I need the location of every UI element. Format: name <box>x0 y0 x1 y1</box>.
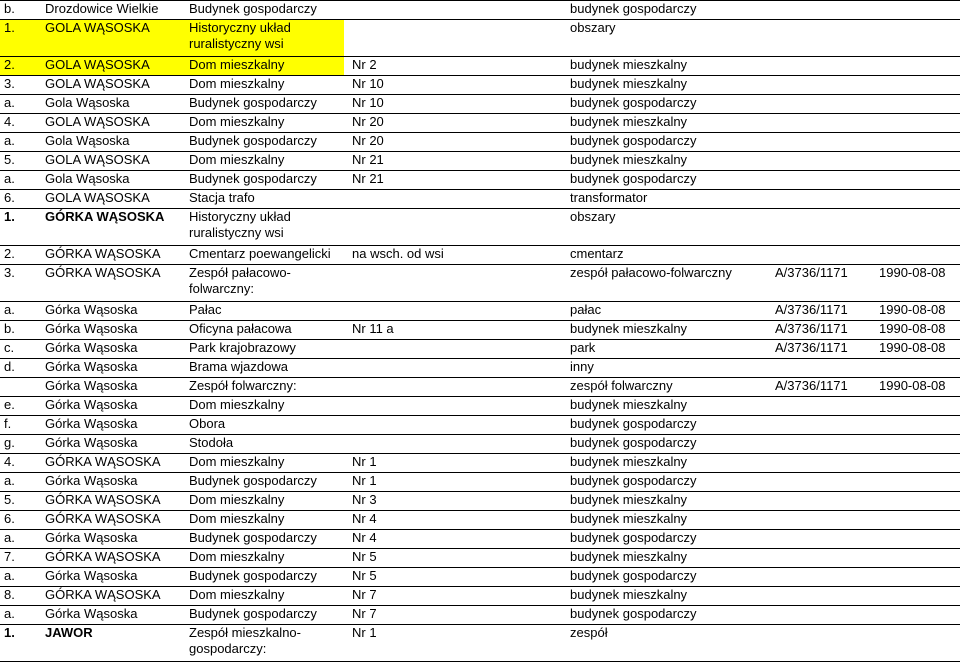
cell-register-date <box>875 171 960 190</box>
cell-object-name: Historyczny układ ruralistyczny wsi <box>181 20 344 57</box>
table-row <box>0 133 960 152</box>
cell-register-date <box>875 625 960 662</box>
cell-register-number <box>767 1 875 20</box>
cell-object-name: Budynek gospodarczy <box>181 171 344 190</box>
cell-address: na wsch. od wsi <box>344 246 562 265</box>
cell-register-number <box>767 20 875 57</box>
cell-register-number: A/3736/1171 <box>767 378 875 397</box>
cell-function: budynek mieszkalny <box>562 397 767 416</box>
cell-object-name: Cmentarz poewangelicki <box>181 246 344 265</box>
cell-place-name: GÓRKA WĄSOSKA <box>37 246 181 265</box>
cell-register-number: A/3736/1171 <box>767 321 875 340</box>
table-row <box>0 152 960 171</box>
cell-function: budynek gospodarczy <box>562 95 767 114</box>
cell-register-date <box>875 587 960 606</box>
table-row <box>0 95 960 114</box>
cell-place-name: Górka Wąsoska <box>37 473 181 492</box>
cell-register-date: 1990-08-08 <box>875 340 960 359</box>
table-row <box>0 57 960 76</box>
cell-place-name: GÓRKA WĄSOSKA <box>37 265 181 302</box>
cell-object-name: Stodoła <box>181 435 344 454</box>
cell-address: Nr 21 <box>344 152 562 171</box>
cell-register-date <box>875 568 960 587</box>
cell-function: budynek gospodarczy <box>562 606 767 625</box>
table-row <box>0 246 960 265</box>
cell-register-date <box>875 133 960 152</box>
cell-object-name: Dom mieszkalny <box>181 454 344 473</box>
cell-address: Nr 3 <box>344 492 562 511</box>
cell-place-name: Drozdowice Wielkie <box>37 1 181 20</box>
cell-function: pałac <box>562 302 767 321</box>
cell-object-name: Budynek gospodarczy <box>181 473 344 492</box>
cell-row-number: e. <box>0 397 37 416</box>
cell-function: budynek mieszkalny <box>562 76 767 95</box>
table-row <box>0 397 960 416</box>
cell-function: transformator <box>562 190 767 209</box>
cell-register-number <box>767 492 875 511</box>
cell-register-date: 1990-08-08 <box>875 302 960 321</box>
cell-place-name: GÓRKA WĄSOSKA <box>37 511 181 530</box>
cell-register-number <box>767 359 875 378</box>
table-row <box>0 190 960 209</box>
cell-address: Nr 5 <box>344 568 562 587</box>
cell-object-name: Historyczny układ ruralistyczny wsi <box>181 209 344 246</box>
cell-object-name: Zespół mieszkalno-gospodarczy: <box>181 625 344 662</box>
cell-address: Nr 1 <box>344 625 562 662</box>
cell-row-number: 6. <box>0 190 37 209</box>
cell-place-name: Górka Wąsoska <box>37 568 181 587</box>
cell-function: zespół folwarczny <box>562 378 767 397</box>
cell-register-date <box>875 416 960 435</box>
cell-row-number: a. <box>0 473 37 492</box>
cell-place-name: Górka Wąsoska <box>37 606 181 625</box>
table-row <box>0 587 960 606</box>
cell-object-name: Zespół pałacowo-folwarczny: <box>181 265 344 302</box>
table-row <box>0 606 960 625</box>
cell-address: Nr 20 <box>344 133 562 152</box>
cell-row-number: a. <box>0 530 37 549</box>
cell-object-name: Dom mieszkalny <box>181 152 344 171</box>
cell-object-name: Brama wjazdowa <box>181 359 344 378</box>
cell-object-name: Oficyna pałacowa <box>181 321 344 340</box>
cell-register-number <box>767 152 875 171</box>
cell-place-name: GÓRKA WĄSOSKA <box>37 549 181 568</box>
cell-place-name: Górka Wąsoska <box>37 378 181 397</box>
cell-address <box>344 302 562 321</box>
cell-place-name: GÓRKA WĄSOSKA <box>37 492 181 511</box>
cell-object-name: Budynek gospodarczy <box>181 1 344 20</box>
cell-register-date <box>875 397 960 416</box>
cell-address: Nr 4 <box>344 530 562 549</box>
table-row <box>0 359 960 378</box>
cell-register-date <box>875 530 960 549</box>
cell-address: Nr 4 <box>344 511 562 530</box>
cell-register-date <box>875 473 960 492</box>
cell-row-number: 1. <box>0 209 37 246</box>
cell-function: inny <box>562 359 767 378</box>
cell-row-number: g. <box>0 435 37 454</box>
cell-function: budynek gospodarczy <box>562 1 767 20</box>
cell-place-name: GÓRKA WĄSOSKA <box>37 209 181 246</box>
cell-address: Nr 2 <box>344 57 562 76</box>
cell-address <box>344 378 562 397</box>
table-row <box>0 568 960 587</box>
cell-register-date <box>875 435 960 454</box>
cell-object-name: Budynek gospodarczy <box>181 133 344 152</box>
cell-register-number <box>767 95 875 114</box>
table-row <box>0 76 960 95</box>
cell-register-number: A/3736/1171 <box>767 265 875 302</box>
cell-register-number <box>767 57 875 76</box>
cell-register-date <box>875 511 960 530</box>
cell-place-name: Górka Wąsoska <box>37 302 181 321</box>
table-row <box>0 20 960 57</box>
cell-address: Nr 20 <box>344 114 562 133</box>
cell-register-date <box>875 246 960 265</box>
cell-address: Nr 10 <box>344 95 562 114</box>
cell-address <box>344 190 562 209</box>
table-row <box>0 625 960 662</box>
cell-address: Nr 10 <box>344 76 562 95</box>
cell-function: budynek gospodarczy <box>562 530 767 549</box>
cell-function: obszary <box>562 20 767 57</box>
cell-place-name: GOLA WĄSOSKA <box>37 76 181 95</box>
cell-function: park <box>562 340 767 359</box>
cell-address <box>344 20 562 57</box>
cell-address: Nr 11 a <box>344 321 562 340</box>
cell-function: budynek mieszkalny <box>562 587 767 606</box>
cell-function: budynek gospodarczy <box>562 171 767 190</box>
cell-place-name: GÓRKA WĄSOSKA <box>37 587 181 606</box>
cell-address <box>344 340 562 359</box>
cell-object-name: Dom mieszkalny <box>181 397 344 416</box>
cell-row-number: a. <box>0 606 37 625</box>
cell-register-date <box>875 20 960 57</box>
table-row <box>0 416 960 435</box>
cell-register-number <box>767 114 875 133</box>
cell-register-number: A/3736/1171 <box>767 340 875 359</box>
table-row <box>0 530 960 549</box>
cell-object-name: Pałac <box>181 302 344 321</box>
cell-place-name: Górka Wąsoska <box>37 530 181 549</box>
cell-function: budynek mieszkalny <box>562 454 767 473</box>
table-row <box>0 321 960 340</box>
cell-row-number: a. <box>0 302 37 321</box>
cell-row-number: b. <box>0 1 37 20</box>
table-row <box>0 511 960 530</box>
cell-object-name: Dom mieszkalny <box>181 57 344 76</box>
cell-address: Nr 21 <box>344 171 562 190</box>
cell-register-number <box>767 397 875 416</box>
cell-object-name: Budynek gospodarczy <box>181 95 344 114</box>
cell-row-number: a. <box>0 171 37 190</box>
cell-place-name: Górka Wąsoska <box>37 416 181 435</box>
cell-object-name: Dom mieszkalny <box>181 511 344 530</box>
cell-place-name: GOLA WĄSOSKA <box>37 57 181 76</box>
cell-register-number <box>767 473 875 492</box>
cell-row-number: a. <box>0 95 37 114</box>
cell-place-name: Górka Wąsoska <box>37 359 181 378</box>
cell-register-number <box>767 171 875 190</box>
cell-address <box>344 359 562 378</box>
cell-place-name: GOLA WĄSOSKA <box>37 114 181 133</box>
cell-row-number: 5. <box>0 152 37 171</box>
cell-place-name: GÓRKA WĄSOSKA <box>37 454 181 473</box>
cell-row-number: c. <box>0 340 37 359</box>
cell-function: budynek gospodarczy <box>562 568 767 587</box>
cell-register-date: 1990-08-08 <box>875 321 960 340</box>
cell-row-number: 3. <box>0 265 37 302</box>
cell-row-number: 3. <box>0 76 37 95</box>
cell-function: budynek gospodarczy <box>562 473 767 492</box>
table-row <box>0 492 960 511</box>
cell-address: Nr 7 <box>344 606 562 625</box>
cell-place-name: Gola Wąsoska <box>37 133 181 152</box>
registry-body <box>0 1 960 662</box>
cell-row-number: b. <box>0 321 37 340</box>
cell-register-number <box>767 511 875 530</box>
cell-address <box>344 397 562 416</box>
cell-place-name: Górka Wąsoska <box>37 397 181 416</box>
cell-register-date: 1990-08-08 <box>875 265 960 302</box>
cell-register-number <box>767 416 875 435</box>
table-row <box>0 435 960 454</box>
cell-register-number <box>767 549 875 568</box>
cell-place-name: Górka Wąsoska <box>37 321 181 340</box>
cell-register-number <box>767 568 875 587</box>
cell-register-date: 1990-08-08 <box>875 378 960 397</box>
cell-function: budynek mieszkalny <box>562 57 767 76</box>
cell-row-number: 1. <box>0 625 37 662</box>
cell-register-date <box>875 606 960 625</box>
cell-place-name: Górka Wąsoska <box>37 340 181 359</box>
cell-row-number: 7. <box>0 549 37 568</box>
cell-place-name: Gola Wąsoska <box>37 95 181 114</box>
cell-object-name: Zespół folwarczny: <box>181 378 344 397</box>
cell-row-number: 6. <box>0 511 37 530</box>
cell-object-name: Dom mieszkalny <box>181 587 344 606</box>
cell-register-number <box>767 76 875 95</box>
cell-register-date <box>875 1 960 20</box>
cell-register-date <box>875 492 960 511</box>
cell-row-number: 8. <box>0 587 37 606</box>
cell-register-number <box>767 530 875 549</box>
cell-row-number: 2. <box>0 246 37 265</box>
cell-row-number: a. <box>0 133 37 152</box>
cell-place-name: Górka Wąsoska <box>37 435 181 454</box>
cell-register-number <box>767 133 875 152</box>
cell-register-date <box>875 549 960 568</box>
cell-function: budynek gospodarczy <box>562 133 767 152</box>
table-row <box>0 302 960 321</box>
cell-register-date <box>875 190 960 209</box>
table-row <box>0 473 960 492</box>
cell-register-date <box>875 152 960 171</box>
cell-register-number <box>767 606 875 625</box>
cell-row-number: f. <box>0 416 37 435</box>
table-row <box>0 209 960 246</box>
cell-place-name: GOLA WĄSOSKA <box>37 20 181 57</box>
table-row <box>0 340 960 359</box>
cell-register-date <box>875 114 960 133</box>
cell-register-date <box>875 359 960 378</box>
table-row <box>0 454 960 473</box>
cell-object-name: Budynek gospodarczy <box>181 530 344 549</box>
cell-object-name: Dom mieszkalny <box>181 549 344 568</box>
cell-function: obszary <box>562 209 767 246</box>
cell-object-name: Dom mieszkalny <box>181 492 344 511</box>
cell-register-number <box>767 246 875 265</box>
cell-register-date <box>875 57 960 76</box>
cell-register-number <box>767 625 875 662</box>
cell-row-number: 4. <box>0 454 37 473</box>
table-row <box>0 378 960 397</box>
cell-row-number: 1. <box>0 20 37 57</box>
cell-object-name: Stacja trafo <box>181 190 344 209</box>
cell-address: Nr 1 <box>344 454 562 473</box>
cell-function: cmentarz <box>562 246 767 265</box>
cell-register-number <box>767 435 875 454</box>
cell-place-name: GOLA WĄSOSKA <box>37 190 181 209</box>
cell-place-name: JAWOR <box>37 625 181 662</box>
cell-register-date <box>875 454 960 473</box>
cell-function: budynek gospodarczy <box>562 416 767 435</box>
cell-row-number: 2. <box>0 57 37 76</box>
cell-register-number: A/3736/1171 <box>767 302 875 321</box>
table-row <box>0 1 960 20</box>
cell-register-date <box>875 76 960 95</box>
cell-place-name: GOLA WĄSOSKA <box>37 152 181 171</box>
table-row <box>0 171 960 190</box>
cell-row-number: a. <box>0 568 37 587</box>
cell-address <box>344 416 562 435</box>
cell-object-name: Obora <box>181 416 344 435</box>
cell-register-date <box>875 95 960 114</box>
cell-address <box>344 1 562 20</box>
cell-address <box>344 435 562 454</box>
cell-object-name: Budynek gospodarczy <box>181 568 344 587</box>
cell-function: budynek mieszkalny <box>562 114 767 133</box>
cell-row-number <box>0 378 37 397</box>
table-row <box>0 549 960 568</box>
cell-address: Nr 5 <box>344 549 562 568</box>
cell-register-number <box>767 454 875 473</box>
cell-function: zespół pałacowo-folwarczny <box>562 265 767 302</box>
cell-row-number: 4. <box>0 114 37 133</box>
cell-function: budynek mieszkalny <box>562 549 767 568</box>
cell-function: zespół <box>562 625 767 662</box>
cell-object-name: Budynek gospodarczy <box>181 606 344 625</box>
cell-function: budynek gospodarczy <box>562 435 767 454</box>
cell-register-number <box>767 587 875 606</box>
cell-address: Nr 7 <box>344 587 562 606</box>
cell-address <box>344 265 562 302</box>
cell-function: budynek mieszkalny <box>562 321 767 340</box>
table-row <box>0 265 960 302</box>
cell-register-number <box>767 190 875 209</box>
cell-object-name: Dom mieszkalny <box>181 76 344 95</box>
cell-place-name: Gola Wąsoska <box>37 171 181 190</box>
table-row <box>0 114 960 133</box>
cell-function: budynek mieszkalny <box>562 152 767 171</box>
cell-register-date <box>875 209 960 246</box>
cell-address: Nr 1 <box>344 473 562 492</box>
cell-function: budynek mieszkalny <box>562 511 767 530</box>
cell-address <box>344 209 562 246</box>
cell-function: budynek mieszkalny <box>562 492 767 511</box>
cell-row-number: 5. <box>0 492 37 511</box>
cell-object-name: Park krajobrazowy <box>181 340 344 359</box>
cell-object-name: Dom mieszkalny <box>181 114 344 133</box>
cell-row-number: d. <box>0 359 37 378</box>
cell-register-number <box>767 209 875 246</box>
